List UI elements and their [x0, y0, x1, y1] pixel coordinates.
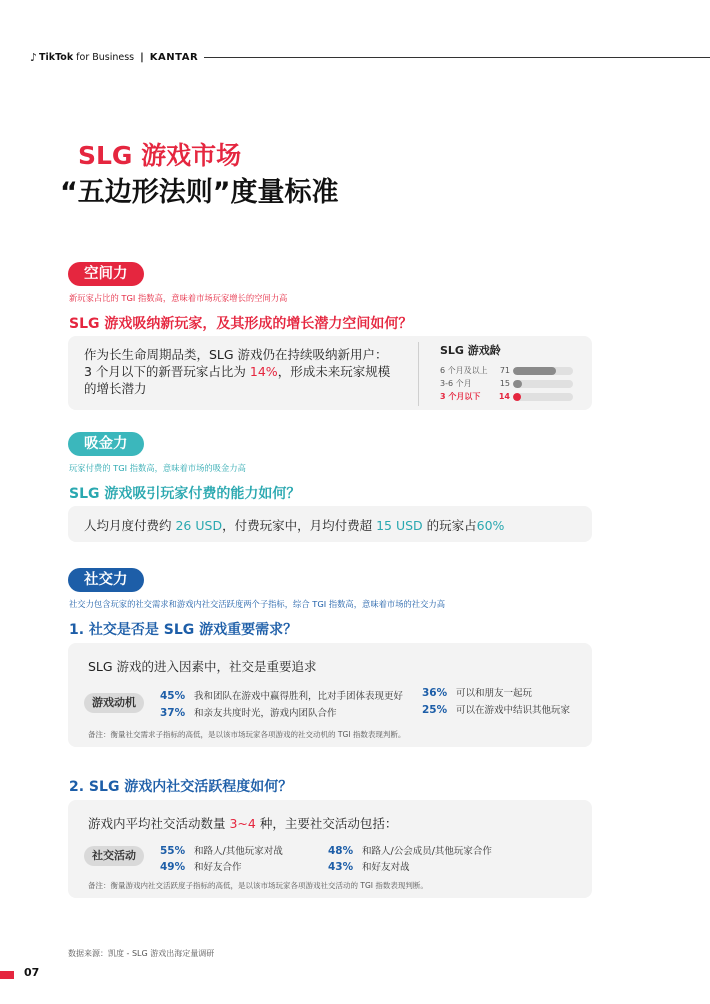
attract-text-mid: ，付费玩家中，月均付费超 [222, 518, 377, 533]
motivation-tag: 游戏动机 [84, 693, 144, 713]
stat-text: 我和团队在游戏中赢得胜利，比对手团体表现更好 [194, 691, 404, 702]
space-text-line2-pre: 3 个月以下的新晋玩家占比为 [84, 364, 250, 379]
page-header [30, 50, 710, 64]
space-text-line2 [84, 363, 404, 380]
motivation-card-head: SLG 游戏的进入因素中，社交是重要追求 [88, 659, 317, 674]
stat-text: 可以和朋友一起玩 [456, 688, 533, 699]
stat-text: 和好友对战 [362, 862, 410, 873]
activity-head-value: 3~4 [229, 816, 256, 831]
activity-card-head [88, 814, 397, 832]
chart-row-value: 15 [499, 379, 510, 388]
attract-question: SLG 游戏吸引玩家付费的能力如何？ [69, 486, 301, 502]
chart-row-under-3m [440, 390, 580, 403]
space-card [68, 336, 592, 410]
space-text-line1: 作为长生命周期品类，SLG 游戏仍在持续吸纳新用户： [84, 347, 388, 362]
activity-stat [160, 843, 283, 857]
attract-subtitle: 玩家付费的 TGI 指数高，意味着市场的吸金力高 [69, 463, 246, 473]
activity-stat [328, 843, 492, 857]
attract-value-threshold: 15 USD [376, 518, 423, 533]
chart-row-label: 3-6 个月 [440, 379, 472, 388]
activity-note: 备注：衡量游戏内社交活跃度子指标的高低，是以该市场玩家各项游戏社交活动的 TGI 指数表现判断。 [88, 881, 428, 890]
activity-tag: 社交活动 [84, 846, 144, 866]
attract-value-monthly: 26 USD [175, 518, 223, 533]
tiktok-logo-icon: ♪ [30, 50, 38, 64]
stat-percent: 36% [422, 687, 448, 699]
attract-card [68, 506, 592, 542]
attract-value-share: 60% [476, 518, 505, 533]
chart-bar [513, 367, 556, 375]
stat-text: 可以在游戏中结识其他玩家 [456, 705, 571, 716]
chart-row-3-6m [440, 377, 580, 390]
chart-bar [513, 380, 522, 388]
chart-row-label: 3 个月以下 [440, 392, 481, 401]
brand-for-business: for Business [76, 51, 135, 63]
stat-percent: 25% [422, 704, 448, 716]
attract-text-post: 的玩家占 [422, 518, 477, 533]
activity-stat [328, 859, 410, 873]
brand-tiktok: TikTok [39, 51, 74, 63]
space-card-divider [418, 342, 419, 406]
activity-head-post: 种，主要社交活动包括： [255, 816, 398, 831]
brand-kantar: KANTAR [149, 51, 199, 63]
page-marker [0, 971, 14, 979]
stat-percent: 43% [328, 861, 354, 873]
tag-attract-power: 吸金力 [68, 432, 144, 456]
stat-percent: 45% [160, 690, 186, 702]
stat-text: 和亲友共度时光，游戏内团队合作 [194, 708, 337, 719]
activity-stat [160, 859, 242, 873]
page-title-line2: “五边形法则”度量标准 [60, 177, 339, 208]
attract-card-text [84, 516, 504, 534]
social-question-2: 2. SLG 游戏内社交活跃程度如何？ [69, 779, 293, 795]
chart-bar [513, 393, 521, 401]
social-motivation-card [68, 643, 592, 747]
brand-separator: | [140, 51, 144, 63]
game-age-chart [440, 342, 580, 403]
motivation-stat [422, 685, 532, 699]
social-subtitle: 社交力包含玩家的社交需求和游戏内社交活跃度两个子指标，综合 TGI 指数高，意味着市场的社交力高 [69, 599, 445, 609]
space-subtitle: 新玩家占比的 TGI 指数高，意味着市场玩家增长的空间力高 [69, 293, 288, 303]
stat-percent: 48% [328, 845, 354, 857]
social-question-1: 1. 社交是否是 SLG 游戏重要需求？ [69, 622, 298, 638]
chart-row-value: 14 [498, 392, 510, 401]
chart-row-6m-plus [440, 364, 580, 377]
page-number: 07 [24, 966, 40, 979]
header-rule [204, 57, 710, 58]
space-text-line2-post: ，形成未来玩家规模 [277, 364, 391, 379]
space-card-text [84, 346, 404, 397]
data-source: 数据来源：凯度 - SLG 游戏出海定量调研 [68, 949, 215, 958]
tag-space-power: 空间力 [68, 262, 144, 286]
chart-title: SLG 游戏龄 [440, 344, 501, 357]
stat-text: 和好友合作 [194, 862, 242, 873]
motivation-stat [160, 705, 337, 719]
stat-text: 和路人/其他玩家对战 [194, 846, 283, 857]
social-activity-card [68, 800, 592, 898]
space-question: SLG 游戏吸纳新玩家，及其形成的增长潜力空间如何？ [69, 316, 413, 332]
attract-text-pre: 人均月度付费约 [84, 518, 176, 533]
motivation-stat [160, 688, 403, 702]
stat-percent: 49% [160, 861, 186, 873]
stat-percent: 55% [160, 845, 186, 857]
stat-text: 和路人/公会成员/其他玩家合作 [362, 846, 492, 857]
space-text-line3: 的增长潜力 [84, 381, 147, 396]
page-title-line1: SLG 游戏市场 [78, 141, 242, 170]
stat-percent: 37% [160, 707, 186, 719]
activity-head-pre: 游戏内平均社交活动数量 [88, 816, 230, 831]
motivation-stat [422, 702, 570, 716]
tag-social-power: 社交力 [68, 568, 144, 592]
space-highlight-value: 14% [249, 364, 278, 379]
chart-row-value: 71 [499, 366, 510, 375]
chart-row-label: 6 个月及以上 [440, 366, 488, 375]
motivation-note: 备注：衡量社交需求子指标的高低，是以该市场玩家各项游戏的社交动机的 TGI 指数表现判断。 [88, 730, 406, 739]
